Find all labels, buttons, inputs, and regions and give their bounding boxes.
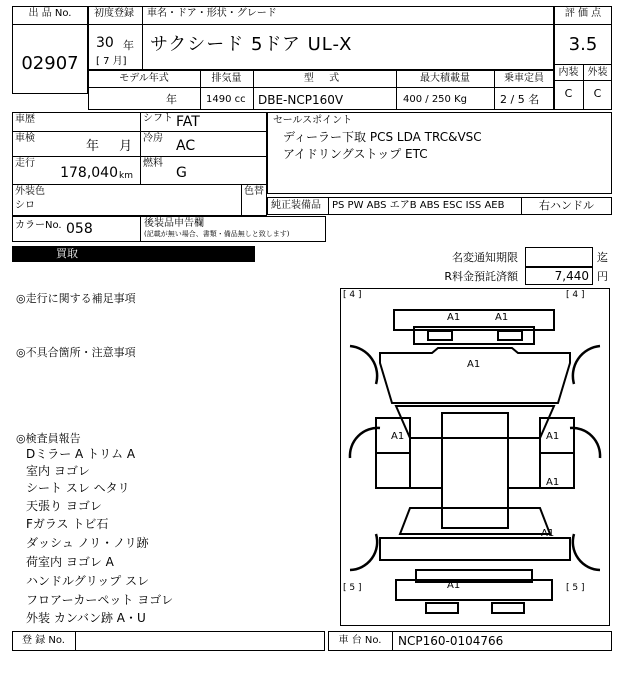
- inspector-report-title: ◎検査員報告: [16, 432, 81, 445]
- damage-mark: A1: [546, 431, 560, 442]
- exterior-value: C: [593, 87, 602, 100]
- sales-points-line1: ディーラー下取 PCS LDA TRC&VSC: [283, 130, 482, 144]
- model-year-label: モデル年式: [119, 73, 169, 84]
- declaration-note: (記載が無い場合、書類・備品無しと致します): [144, 230, 290, 238]
- damage-mark: A1: [467, 359, 481, 370]
- capacity-label: 乗車定員: [504, 73, 544, 84]
- model-year-value: 年: [166, 93, 177, 106]
- inspection-label: 車検: [15, 133, 35, 144]
- inspection-value: 年 月: [86, 139, 133, 154]
- tire-rear-left: [ 5 ]: [343, 583, 362, 593]
- interior-value: C: [564, 87, 573, 100]
- recolor-label: 色替: [244, 186, 264, 197]
- damage-mark: A1: [391, 431, 405, 442]
- driving-notes-title: ◎走行に関する補足事項: [16, 292, 136, 305]
- first-reg-month: [ 7 月]: [96, 56, 127, 67]
- inspector-line: Fガラス トビ石: [26, 517, 109, 531]
- displacement-label: 排気量: [211, 73, 242, 84]
- color-no-value: 058: [66, 221, 93, 237]
- fuel-value: G: [176, 165, 187, 181]
- name-label: 車名・ドア・形状・グレード: [147, 8, 277, 19]
- ac-label: 冷房: [143, 133, 163, 144]
- inspector-line: 荷室内 ヨゴレ A: [26, 555, 114, 569]
- type-label: 型 式: [303, 73, 346, 84]
- name-change-unit: 迄: [597, 251, 608, 264]
- name-change-label: 名変通知期限: [452, 251, 518, 264]
- color-label: 外装色: [15, 186, 45, 197]
- mileage-label: 走行: [15, 158, 35, 169]
- lot-box: [12, 6, 88, 94]
- exterior-label: 外装: [587, 67, 608, 78]
- purchase-label: 買取: [56, 247, 78, 260]
- equipment-label: 純正装備品: [271, 200, 321, 211]
- interior-label: 内装: [558, 67, 579, 78]
- grade-value: 3.5: [568, 34, 598, 55]
- inspector-line: ダッシュ ノリ・ノリ跡: [26, 536, 149, 550]
- inspector-line: 室内 ヨゴレ: [26, 464, 90, 478]
- ac-value: AC: [176, 138, 196, 154]
- tire-front-left: [ 4 ]: [343, 290, 362, 300]
- shift-label: シフト: [143, 113, 173, 124]
- chassis-label: 車 台 No.: [338, 635, 382, 646]
- chassis-value: NCP160-0104766: [398, 634, 504, 648]
- tire-rear-right: [ 5 ]: [566, 583, 585, 593]
- first-reg-label: 初度登録: [94, 8, 134, 19]
- damage-mark: A1: [546, 477, 560, 488]
- first-reg-year: 30: [96, 35, 114, 51]
- capacity-value: 2 / 5 名: [500, 93, 540, 106]
- damage-mark: A1: [447, 580, 461, 591]
- recycle-value: 7,440: [554, 269, 589, 283]
- inspector-line: 天張り ヨゴレ: [26, 499, 102, 513]
- recycle-unit: 円: [597, 270, 608, 283]
- history-label: 車歴: [15, 114, 35, 125]
- lot-label: 出 品 No.: [28, 8, 72, 19]
- inspector-line: 外装 カンバン跡 A・U: [26, 611, 146, 625]
- steering-value: 右ハンドル: [539, 199, 594, 212]
- inspector-line: フロアーカーペット ヨゴレ: [26, 593, 174, 607]
- damage-mark: A1: [541, 528, 555, 539]
- defect-notes-title: ◎不具合箇所・注意事項: [16, 346, 136, 359]
- recycle-label: R料金預託済額: [444, 270, 518, 283]
- sales-points-label: セールスポイント: [273, 115, 353, 126]
- car-diagram: [340, 288, 610, 626]
- mileage-value: 178,040: [60, 165, 118, 181]
- inspector-line: Dミラー A トリム A: [26, 447, 136, 461]
- load-label: 最大積載量: [420, 73, 470, 84]
- type-value: DBE-NCP160V: [258, 93, 344, 107]
- lot-number: 02907: [21, 53, 79, 74]
- inspector-line: シート スレ ヘタリ: [26, 481, 130, 495]
- equipment-value: PS PW ABS エアB ABS ESC ISS AEB: [332, 200, 505, 211]
- sales-points-line2: アイドリングストップ ETC: [283, 147, 428, 161]
- fuel-label: 燃料: [143, 158, 163, 169]
- name-change-box: [525, 247, 593, 267]
- damage-mark: A1: [495, 312, 509, 323]
- first-reg-year-unit: 年: [123, 39, 134, 52]
- declaration-label: 後装品申告欄: [144, 218, 204, 229]
- color-value: シロ: [15, 200, 35, 211]
- tire-front-right: [ 4 ]: [566, 290, 585, 300]
- registration-label: 登 録 No.: [22, 635, 65, 646]
- car-name: サクシード 5ドア UL-X: [150, 34, 353, 55]
- color-no-label: カラーNo.: [15, 220, 62, 231]
- grade-label: 評 価 点: [564, 8, 602, 19]
- damage-mark: A1: [447, 312, 461, 323]
- displacement-value: 1490 cc: [206, 94, 246, 105]
- inspector-line: ハンドルグリップ スレ: [26, 574, 150, 588]
- shift-value: FAT: [176, 114, 200, 130]
- load-value: 400 / 250 Kg: [403, 94, 467, 105]
- mileage-unit: km: [119, 171, 133, 181]
